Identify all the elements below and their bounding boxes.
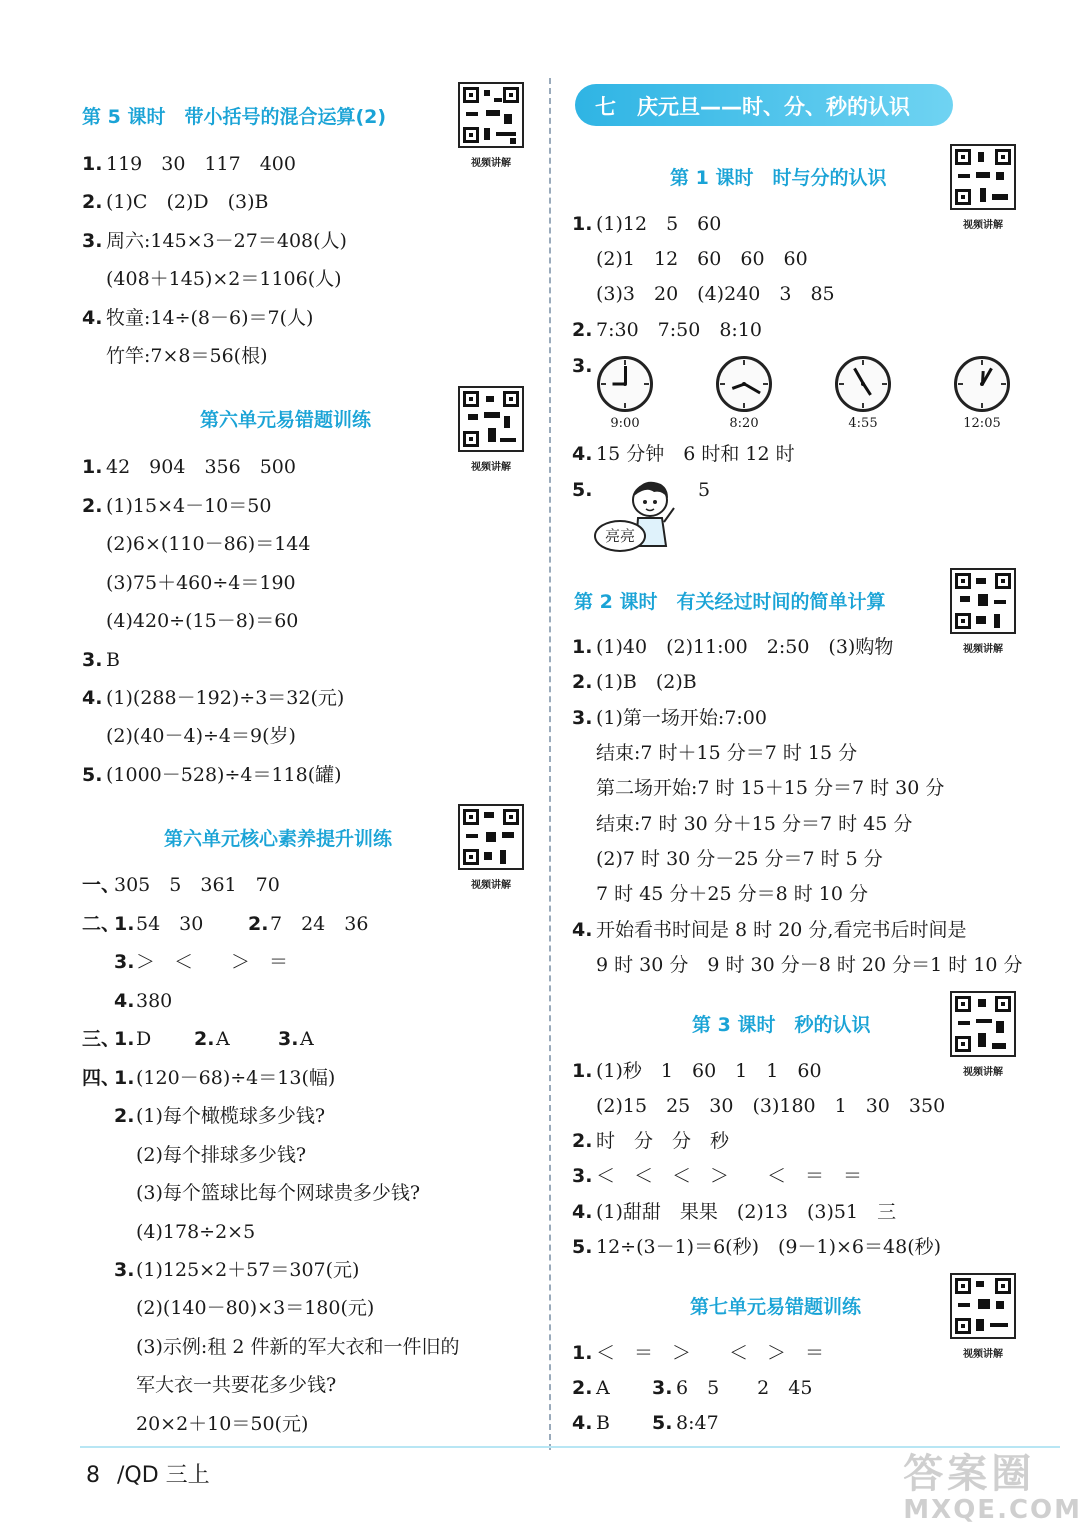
q-number: 5. bbox=[652, 1412, 673, 1434]
book-code: /QD 三上 bbox=[117, 1463, 210, 1488]
clock-face bbox=[597, 356, 653, 412]
answer-line: D bbox=[136, 1028, 152, 1050]
answer-line: 119 30 117 400 bbox=[106, 153, 296, 175]
answer-line: 军大衣一共要花多少钱? bbox=[136, 1374, 337, 1396]
answer-line: 42 904 356 500 bbox=[106, 456, 296, 478]
qr-caption: 视频讲解 bbox=[963, 644, 1003, 655]
q-number: 4. bbox=[114, 990, 135, 1012]
answer-line: 7:30 7:50 8:10 bbox=[596, 319, 762, 341]
answer-line: A bbox=[216, 1028, 230, 1050]
answer-line: (2)(140－80)×3＝180(元) bbox=[136, 1297, 375, 1319]
q-number: 3. bbox=[652, 1377, 673, 1399]
q-number: 5. bbox=[572, 1236, 593, 1258]
answer-line: 6 5 2 45 bbox=[676, 1377, 813, 1399]
answer-line: 周六:145×3－27＝408(人) bbox=[106, 230, 347, 252]
answer-line: 结束:7 时 30 分＋15 分＝7 时 45 分 bbox=[596, 813, 913, 835]
q-number: 1. bbox=[114, 913, 135, 935]
clock-label: 9:00 bbox=[610, 416, 640, 431]
answer-line: 第二场开始:7 时 15＋15 分＝7 时 30 分 bbox=[596, 777, 945, 799]
q-number: 2. bbox=[572, 1377, 593, 1399]
answer-line: 9 时 30 分 9 时 30 分－8 时 20 分＝1 时 10 分 bbox=[596, 954, 1023, 976]
q-number: 3. bbox=[572, 355, 593, 377]
answer-line: (3)示例:租 2 件新的军大衣和一件旧的 bbox=[136, 1336, 460, 1358]
answer-line: 5 bbox=[698, 479, 711, 501]
watermark-bottom: MXQE.COM bbox=[903, 1495, 1082, 1525]
answer-line: A bbox=[596, 1377, 610, 1399]
qr-code[interactable] bbox=[950, 991, 1016, 1057]
qr-caption: 视频讲解 bbox=[963, 1349, 1003, 1360]
answer-line: 15 分钟 6 时和 12 时 bbox=[596, 443, 795, 465]
section-title-lesson2: 第 2 课时 有关经过时间的简单计算 bbox=[574, 591, 886, 613]
unit-title: 庆元旦——时、分、秒的认识 bbox=[637, 95, 910, 119]
clock-label: 8:20 bbox=[729, 416, 759, 431]
q-number: 1. bbox=[82, 456, 103, 478]
answer-line: ＜ ＝ ＞ ＜ ＞ ＝ bbox=[596, 1342, 825, 1364]
section-title-unit6-core: 第六单元核心素养提升训练 bbox=[164, 828, 393, 850]
part-number: 一、 bbox=[82, 874, 121, 896]
part-number: 二、 bbox=[82, 913, 121, 935]
q-number: 2. bbox=[248, 913, 269, 935]
answer-line: 结束:7 时＋15 分＝7 时 15 分 bbox=[596, 742, 858, 764]
answer-line: (3)每个篮球比每个网球贵多少钱? bbox=[136, 1182, 421, 1204]
q-number: 4. bbox=[572, 1412, 593, 1434]
qr-caption: 视频讲解 bbox=[963, 220, 1003, 231]
section-title-lesson5: 第 5 课时 带小括号的混合运算(2) bbox=[82, 106, 387, 128]
answer-line: (2)6×(110－86)＝144 bbox=[106, 533, 311, 555]
answer-line: (1)秒 1 60 1 1 60 bbox=[596, 1060, 822, 1082]
answer-line: ＜ ＜ ＜ ＞ ＜ ＝ ＝ bbox=[596, 1165, 863, 1187]
section-title-unit7-errors: 第七单元易错题训练 bbox=[690, 1296, 862, 1318]
clock-label: 4:55 bbox=[848, 416, 878, 431]
q-number: 2. bbox=[572, 1130, 593, 1152]
answer-line: (1)B (2)B bbox=[596, 671, 697, 693]
answer-line: (1)每个橄榄球多少钱? bbox=[136, 1105, 326, 1127]
qr-caption: 视频讲解 bbox=[471, 462, 511, 473]
answer-line: 时 分 分 秒 bbox=[596, 1130, 730, 1152]
part-number: 三、 bbox=[82, 1028, 121, 1050]
answer-line: 54 30 bbox=[136, 913, 204, 935]
answer-line: 8:47 bbox=[676, 1412, 719, 1434]
qr-code[interactable] bbox=[950, 568, 1016, 634]
clock-face bbox=[835, 356, 891, 412]
q-number: 2. bbox=[82, 191, 103, 213]
answer-line: (1)(288－192)÷3＝32(元) bbox=[106, 687, 345, 709]
answer-line: 305 5 361 70 bbox=[114, 874, 280, 896]
q-number: 2. bbox=[114, 1105, 135, 1127]
unit-banner bbox=[575, 84, 953, 126]
section-title-unit6-errors: 第六单元易错题训练 bbox=[200, 409, 372, 431]
answer-line: 7 时 45 分＋25 分＝8 时 10 分 bbox=[596, 883, 868, 905]
section-title-lesson1: 第 1 课时 时与分的认识 bbox=[670, 167, 887, 189]
answer-line: (3)75＋460÷4＝190 bbox=[106, 572, 296, 594]
q-number: 1. bbox=[572, 636, 593, 658]
section-title-lesson3: 第 3 课时 秒的认识 bbox=[692, 1014, 871, 1036]
q-number: 5. bbox=[82, 764, 103, 786]
qr-code[interactable] bbox=[458, 386, 524, 452]
q-number: 1. bbox=[572, 1060, 593, 1082]
page-number: 8 bbox=[86, 1463, 100, 1488]
q-number: 3. bbox=[572, 1165, 593, 1187]
unit-number: 七 bbox=[595, 95, 616, 119]
q-number: 4. bbox=[82, 687, 103, 709]
q-number: 2. bbox=[572, 319, 593, 341]
q-number: 3. bbox=[114, 1259, 135, 1281]
q-number: 3. bbox=[82, 230, 103, 252]
answer-line: B bbox=[596, 1412, 610, 1434]
answer-line: (1)甜甜 果果 (2)13 (3)51 三 bbox=[596, 1201, 897, 1223]
answer-line: (1)125×2＋57＝307(元) bbox=[136, 1259, 360, 1281]
clock-label: 12:05 bbox=[963, 416, 1001, 431]
answer-line: (1000－528)÷4＝118(罐) bbox=[106, 764, 342, 786]
answer-line: 牧童:14÷(8－6)＝7(人) bbox=[106, 307, 314, 329]
part-number: 四、 bbox=[82, 1067, 121, 1089]
answer-line: (1)C (2)D (3)B bbox=[106, 191, 269, 213]
answer-line: (1)第一场开始:7:00 bbox=[596, 707, 767, 729]
q-number: 2. bbox=[194, 1028, 215, 1050]
q-number: 4. bbox=[572, 443, 593, 465]
footer-rule bbox=[80, 1446, 1060, 1448]
answer-line: (3)3 20 (4)240 3 85 bbox=[596, 283, 835, 305]
answer-line: 12÷(3－1)＝6(秒) (9－1)×6＝48(秒) bbox=[596, 1236, 942, 1258]
q-number: 3. bbox=[572, 707, 593, 729]
q-number: 4. bbox=[572, 1201, 593, 1223]
q-number: 3. bbox=[278, 1028, 299, 1050]
answer-line: (2)(40－4)÷4＝9(岁) bbox=[106, 725, 296, 747]
qr-code[interactable] bbox=[458, 82, 524, 148]
answer-line: (1)12 5 60 bbox=[596, 213, 722, 235]
answer-line: (2)1 12 60 60 60 bbox=[596, 248, 808, 270]
answer-line: (4)178÷2×5 bbox=[136, 1221, 256, 1243]
answer-line: 380 bbox=[136, 990, 173, 1012]
answer-line: (408＋145)×2＝1106(人) bbox=[106, 268, 342, 290]
q-number: 4. bbox=[572, 919, 593, 941]
q-number: 2. bbox=[572, 671, 593, 693]
answer-line: (2)每个排球多少钱? bbox=[136, 1144, 307, 1166]
qr-caption: 视频讲解 bbox=[471, 880, 511, 891]
answer-line: ＞ ＜ ＞ ＝ bbox=[136, 951, 289, 973]
qr-code[interactable] bbox=[950, 1273, 1016, 1339]
answer-line: 20×2＋10＝50(元) bbox=[136, 1413, 309, 1435]
answer-line: B bbox=[106, 649, 120, 671]
page-footer bbox=[86, 1458, 210, 1489]
q-number: 2. bbox=[82, 495, 103, 517]
watermark-top: 答案圈 bbox=[903, 1451, 1036, 1497]
answer-line: (1)40 (2)11:00 2:50 (3)购物 bbox=[596, 636, 894, 658]
answer-line: (1)15×4－10＝50 bbox=[106, 495, 272, 517]
answer-line: (2)15 25 30 (3)180 1 30 350 bbox=[596, 1095, 946, 1117]
answer-line: (2)7 时 30 分－25 分＝7 时 5 分 bbox=[596, 848, 883, 870]
qr-caption: 视频讲解 bbox=[963, 1067, 1003, 1078]
q-number: 1. bbox=[82, 153, 103, 175]
cartoon-name-bubble: 亮亮 bbox=[594, 520, 646, 552]
clock-face bbox=[954, 356, 1010, 412]
answer-line: (4)420÷(15－8)＝60 bbox=[106, 610, 299, 632]
watermark bbox=[903, 1452, 1082, 1524]
q-number: 5. bbox=[572, 479, 593, 501]
q-number: 1. bbox=[572, 213, 593, 235]
answer-line: A bbox=[300, 1028, 314, 1050]
q-number: 1. bbox=[572, 1342, 593, 1364]
qr-code[interactable] bbox=[458, 804, 524, 870]
answer-line: 竹竿:7×8＝56(根) bbox=[106, 345, 268, 367]
qr-caption: 视频讲解 bbox=[471, 158, 511, 169]
q-number: 1. bbox=[114, 1028, 135, 1050]
q-number: 3. bbox=[114, 951, 135, 973]
q-number: 4. bbox=[82, 307, 103, 329]
answer-line: 开始看书时间是 8 时 20 分,看完书后时间是 bbox=[596, 919, 967, 941]
q-number: 3. bbox=[82, 649, 103, 671]
answer-line: (120－68)÷4＝13(幅) bbox=[136, 1067, 336, 1089]
q-number: 1. bbox=[114, 1067, 135, 1089]
column-divider bbox=[549, 78, 551, 1450]
clock-face bbox=[716, 356, 772, 412]
qr-code[interactable] bbox=[950, 144, 1016, 210]
answer-line: 7 24 36 bbox=[270, 913, 369, 935]
